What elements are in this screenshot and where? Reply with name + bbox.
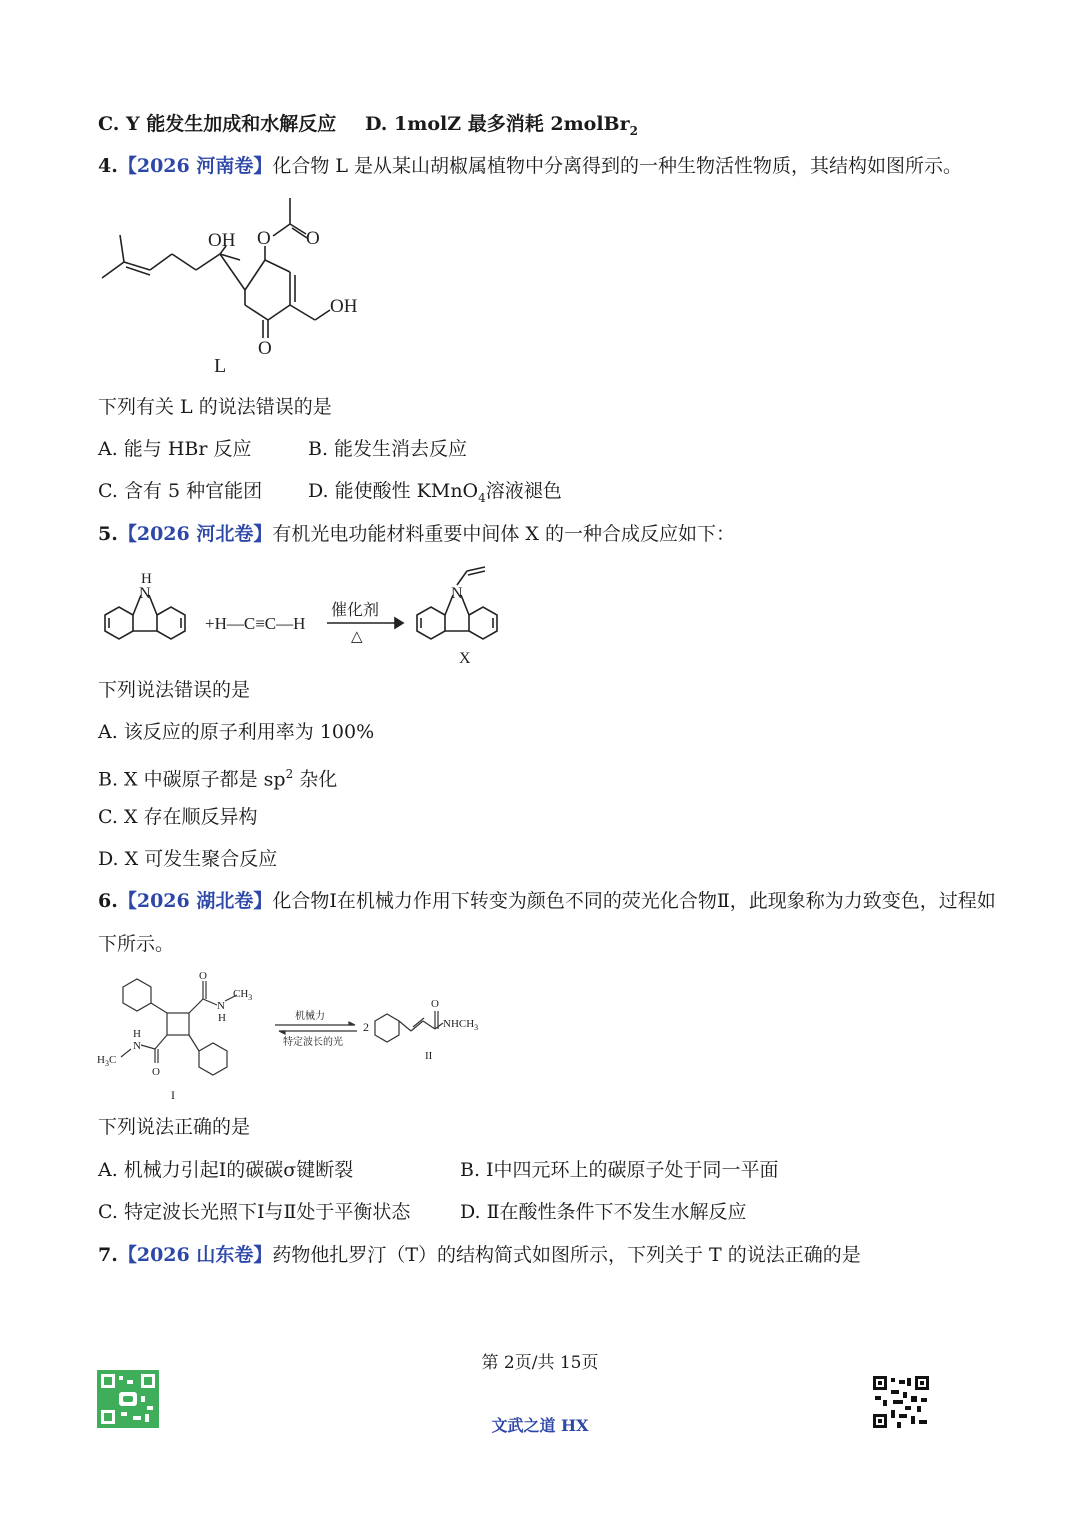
q6-label-h-top: H — [218, 1012, 226, 1024]
q7-stem — [98, 1243, 861, 1267]
q6-label-o-bot: O — [152, 1066, 160, 1078]
q4-option-d-sub: 4 — [478, 490, 486, 505]
q6-label-nhch3-sub: 3 — [474, 1023, 479, 1032]
brand-label: 文武之道 HX — [491, 1416, 589, 1435]
q5-label-reagent: +H—C≡C—H — [205, 614, 306, 633]
wechat-qr-code-icon — [97, 1370, 159, 1428]
q6-option-b: B. Ⅰ中四元环上的碳原子处于同一平面 — [460, 1159, 779, 1181]
page-number: 第 2页/共 15页 — [481, 1353, 599, 1373]
q6-option-d: D. Ⅱ在酸性条件下不发生水解反应 — [460, 1201, 747, 1223]
q4-label-o2: O — [306, 228, 320, 249]
q3-option-c: C. Y 能发生加成和水解反应 — [98, 113, 337, 135]
q3-option-d — [365, 112, 638, 143]
q6-label-coef: 2 — [363, 1020, 369, 1034]
q6-label-h3c-h: H — [97, 1054, 105, 1066]
q6-label-ch3-top-sub: 3 — [248, 993, 253, 1002]
q5-option-d: D. X 可发生聚合反应 — [98, 848, 278, 870]
q5-label-n1: N — [139, 585, 151, 602]
q4-label-o1: O — [257, 228, 271, 249]
q5-label-n2: N — [451, 585, 463, 602]
q6-question: 下列说法正确的是 — [98, 1116, 251, 1138]
q5-label-h: H — [141, 571, 152, 587]
q6-label-nhch3 — [443, 1018, 478, 1032]
q6-label-h-bot: H — [133, 1028, 141, 1040]
q6-option-a: A. 机械力引起Ⅰ的碳碳σ键断裂 — [98, 1159, 354, 1181]
q6-label-forward: 机械力 — [295, 1011, 325, 1022]
q5-label-catalyst: 催化剂 — [331, 602, 380, 619]
q5-option-a: A. 该反应的原子利用率为 100% — [98, 721, 375, 743]
q6-reaction-scheme — [95, 965, 495, 1105]
q6-label-h3c — [97, 1054, 116, 1068]
q6-option-c: C. 特定波长光照下Ⅰ与Ⅱ处于平衡状态 — [98, 1201, 411, 1223]
q5-label-heat: △ — [351, 629, 363, 645]
q6-stem-text: 化合物Ⅰ在机械力作用下转变为颜色不同的荧光化合物Ⅱ，此现象称为力致变色，过程如 — [272, 890, 996, 912]
q3-option-d-text: D. 1molZ 最多消耗 2molBr — [365, 113, 630, 135]
q6-label-nhch3-text: NHCH — [443, 1018, 475, 1030]
q6-label-n-bot: N — [133, 1040, 141, 1052]
q6-label-ch3-top-text: CH — [233, 988, 249, 1000]
q6-label-compound1: I — [171, 1088, 175, 1102]
q4-label-o3: O — [258, 338, 272, 359]
q5-label-product: X — [459, 650, 471, 667]
q5-option-b-sup: 2 — [285, 767, 294, 781]
q6-label-h3c-c: C — [108, 1054, 117, 1066]
q6-label-o-ii: O — [431, 998, 439, 1010]
q5-number: 5. — [98, 523, 118, 545]
q7-stem-text: 药物他扎罗汀（T）的结构简式如图所示，下列关于 T 的说法正确的是 — [272, 1244, 861, 1266]
q7-source: 【2026 山东卷】 — [117, 1244, 273, 1266]
q5-question: 下列说法错误的是 — [98, 679, 251, 701]
q4-option-d-suffix: 溶液褪色 — [485, 480, 562, 502]
q5-reaction-scheme — [95, 565, 535, 675]
q6-label-ch3-top — [233, 988, 252, 1002]
q4-option-d — [308, 479, 562, 510]
q5-option-b-text: B. X 中碳原子都是 sp — [98, 768, 286, 791]
q4-source: 【2026 河南卷】 — [117, 155, 273, 177]
q4-option-a: A. 能与 HBr 反应 — [98, 438, 252, 460]
q4-label-name: L — [214, 355, 227, 377]
q5-option-b-suffix: 杂化 — [293, 768, 338, 791]
q4-label-oh1: OH — [208, 230, 236, 251]
q4-option-d-text: D. 能使酸性 KMnO — [308, 480, 479, 502]
q3-option-d-sub: 2 — [629, 123, 638, 138]
q6-label-compound2: II — [425, 1050, 433, 1062]
q4-structure-L — [90, 190, 390, 380]
q6-source: 【2026 湖北卷】 — [117, 890, 273, 912]
qr-code-icon — [873, 1376, 929, 1428]
q6-label-o-top: O — [199, 970, 207, 982]
q4-option-c: C. 含有 5 种官能团 — [98, 480, 263, 502]
q5-option-b — [98, 762, 337, 791]
q6-stem-line1 — [98, 889, 996, 913]
q6-label-n-top: N — [217, 1000, 225, 1012]
q4-label-oh2: OH — [330, 296, 358, 317]
q6-label-reverse: 特定波长的光 — [283, 1037, 343, 1048]
q6-label-h3c-sub: 3 — [104, 1059, 109, 1068]
q4-question: 下列有关 L 的说法错误的是 — [98, 396, 332, 418]
q5-stem-text: 有机光电功能材料重要中间体 X 的一种合成反应如下： — [272, 523, 735, 545]
q4-stem-text: 化合物 L 是从某山胡椒属植物中分离得到的一种生物活性物质，其结构如图所示。 — [272, 155, 963, 177]
q5-stem — [98, 522, 735, 546]
q6-stem-line2: 下所示。 — [98, 933, 175, 955]
q4-stem — [98, 154, 962, 178]
q7-number: 7. — [98, 1244, 118, 1266]
q5-source: 【2026 河北卷】 — [117, 523, 273, 545]
q5-option-c: C. X 存在顺反异构 — [98, 806, 258, 828]
q4-option-b: B. 能发生消去反应 — [308, 438, 468, 460]
q6-number: 6. — [98, 890, 118, 912]
q4-number: 4. — [98, 155, 118, 177]
